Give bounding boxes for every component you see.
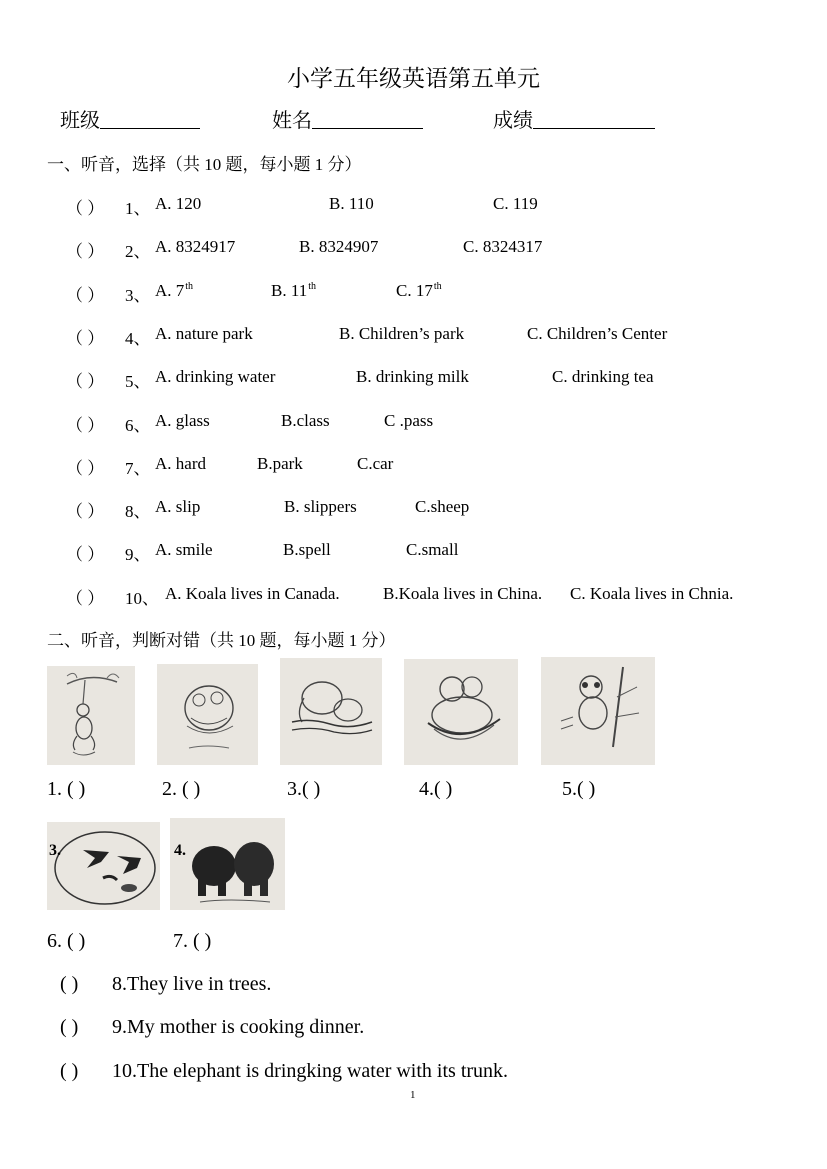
- statement-9-text: 9.My mother is cooking dinner.: [112, 1016, 365, 1038]
- option-c: C. Koala lives in Chnia.: [570, 584, 734, 603]
- option-b: B. Children’s park: [339, 324, 465, 343]
- answer-paren[interactable]: （ ）: [66, 372, 105, 391]
- option-c: C. 119: [493, 194, 538, 213]
- option-a: A. 8324917: [155, 237, 236, 256]
- page-title: 小学五年级英语第五单元: [287, 66, 540, 91]
- picture-6: [47, 822, 160, 910]
- picture-2: [157, 664, 258, 765]
- answer-paren[interactable]: （ ）: [66, 545, 105, 564]
- score-blank[interactable]: [533, 108, 655, 129]
- answer-paren[interactable]: （ ）: [66, 329, 105, 348]
- statement-10-text: 10.The elephant is dringking water with its trunk.: [112, 1060, 509, 1082]
- section2-heading: 二、听音，判断对错（共 10 题，每小题 1 分）: [47, 631, 396, 650]
- answer-paren[interactable]: （ ）: [66, 242, 105, 261]
- panda-bamboo-illustration: [541, 657, 655, 765]
- picture-1-answer[interactable]: 1. ( ): [47, 778, 86, 800]
- answer-paren[interactable]: （ ）: [66, 286, 105, 305]
- monkey-in-tree-illustration: [47, 666, 135, 765]
- option-a: A. Koala lives in Canada.: [165, 584, 340, 603]
- option-c: C .pass: [384, 411, 434, 430]
- option-c-text: C. 17: [396, 281, 433, 300]
- question-number: 3、: [125, 286, 151, 305]
- elephants-drinking-illustration: [280, 658, 382, 765]
- question-number: 8、: [125, 502, 151, 521]
- answer-paren[interactable]: （ ）: [66, 589, 105, 608]
- question-number: 4、: [125, 329, 151, 348]
- statement-8-text: 8.They live in trees.: [112, 973, 272, 995]
- picture-2-answer[interactable]: 2. ( ): [162, 778, 201, 800]
- option-b: B.Koala lives in China.: [383, 584, 543, 603]
- option-c-suffix: th: [433, 281, 442, 292]
- option-b: B.spell: [283, 540, 331, 559]
- picture-1: [47, 666, 135, 765]
- picture-7-answer[interactable]: 7. ( ): [173, 930, 212, 952]
- statement-9-paren[interactable]: ( ): [60, 1016, 79, 1038]
- option-a-text: A. 7: [155, 281, 185, 300]
- option-c: C. Children’s Center: [527, 324, 668, 343]
- birds-illustration: [47, 822, 160, 910]
- answer-paren[interactable]: （ ）: [66, 459, 105, 478]
- option-b: B. slippers: [284, 497, 357, 516]
- statement-10-paren[interactable]: ( ): [60, 1060, 79, 1082]
- question-number: 2、: [125, 242, 151, 261]
- option-b-text: B. 11: [271, 281, 308, 300]
- answer-paren[interactable]: （ ）: [66, 416, 105, 435]
- option-c: C.small: [406, 540, 459, 559]
- name-field: [272, 104, 423, 133]
- option-b: B.park: [257, 454, 303, 473]
- class-field: [60, 104, 200, 133]
- picture-6-answer[interactable]: 6. ( ): [47, 930, 86, 952]
- answer-paren[interactable]: （ ）: [66, 502, 105, 521]
- option-b: B. 110: [329, 194, 374, 213]
- option-b: [271, 281, 316, 301]
- option-a: [155, 281, 193, 301]
- question-number: 6、: [125, 416, 151, 435]
- name-blank[interactable]: [312, 108, 423, 129]
- question-number: 5、: [125, 372, 151, 391]
- answer-paren[interactable]: （ ）: [66, 199, 105, 218]
- option-c: C.sheep: [415, 497, 470, 516]
- option-c: C. 8324317: [463, 237, 543, 256]
- class-blank[interactable]: [100, 108, 200, 129]
- picture-5-answer[interactable]: 5.( ): [562, 778, 596, 800]
- picture-5: [541, 657, 655, 765]
- page-number: 1: [410, 1089, 416, 1101]
- question-number: 10、: [125, 589, 159, 608]
- option-b-suffix: th: [308, 281, 316, 292]
- option-b: B. drinking milk: [356, 367, 469, 386]
- picture-4-answer[interactable]: 4.( ): [419, 778, 453, 800]
- question-number: 1、: [125, 199, 151, 218]
- option-a: A. drinking water: [155, 367, 276, 386]
- picture-7: [170, 818, 285, 910]
- elephants-pair-illustration: [170, 818, 285, 910]
- picture-4: [404, 659, 518, 765]
- option-a: A. hard: [155, 454, 206, 473]
- option-b: B.class: [281, 411, 330, 430]
- section1-heading: 一、听音，选择（共 10 题，每小题 1 分）: [47, 155, 362, 174]
- picture-3-answer[interactable]: 3.( ): [287, 778, 321, 800]
- picture-3: [280, 658, 382, 765]
- option-a: A. slip: [155, 497, 201, 516]
- option-a-suffix: th: [185, 281, 194, 292]
- picture-6-number: 3.: [49, 842, 61, 859]
- option-c: C.car: [357, 454, 394, 473]
- question-number: 7、: [125, 459, 151, 478]
- score-label: 成绩: [493, 110, 533, 132]
- option-c: [396, 281, 442, 301]
- bear-illustration: [404, 659, 518, 765]
- option-a: A. nature park: [155, 324, 253, 343]
- option-a: A. glass: [155, 411, 210, 430]
- picture-7-number: 4.: [174, 842, 186, 859]
- question-number: 9、: [125, 545, 151, 564]
- statement-8-paren[interactable]: ( ): [60, 973, 79, 995]
- name-label: 姓名: [272, 110, 312, 132]
- class-label: 班级: [60, 110, 100, 132]
- option-a: A. smile: [155, 540, 213, 559]
- option-b: B. 8324907: [299, 237, 379, 256]
- option-a: A. 120: [155, 194, 202, 213]
- option-c: C. drinking tea: [552, 367, 654, 386]
- score-field: [493, 104, 655, 133]
- monkeys-group-illustration: [157, 664, 258, 765]
